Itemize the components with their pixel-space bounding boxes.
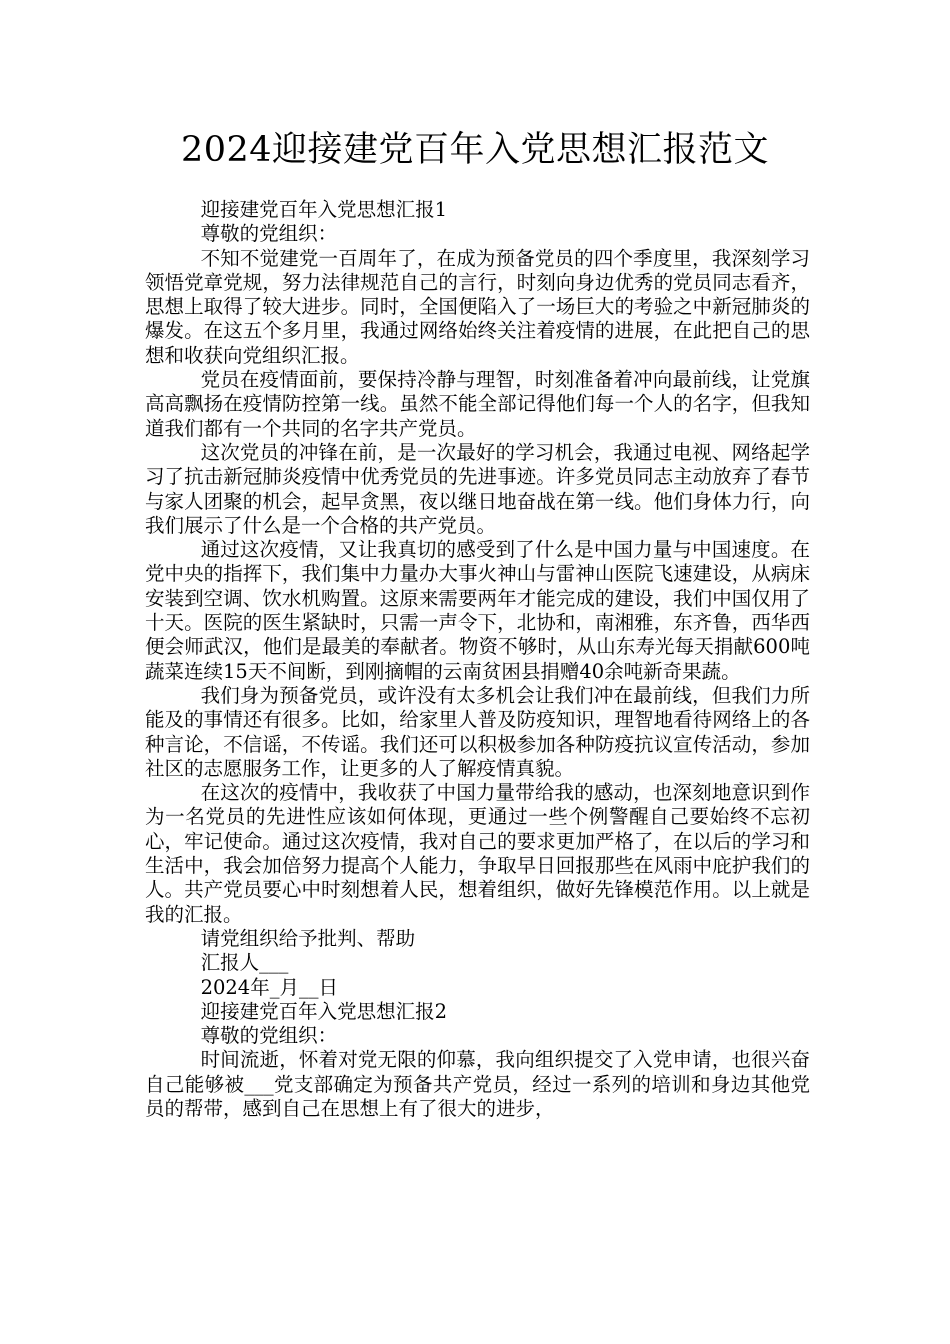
text-line: 汇报人___	[200, 951, 289, 975]
text-line: 2024年_月__日	[200, 975, 338, 999]
body-paragraph: 党员在疫情面前，要保持冷静与理智，时刻准备着冲向最前线，让党旗高高飘扬在疫情防控第一线。虽然不能全部记得他们每一个人的名字，但我知道我们都有一个共同的名字共产党员。	[145, 368, 810, 440]
text-line: 尊敬的党组织：	[200, 222, 338, 246]
body-paragraph: 在这次的疫情中，我收获了中国力量带给我的感动，也深刻地意识到作为一名党员的先进性应该如何体现，更通过一些个例警醒自己要始终不忘初心，牢记使命。通过这次疫情，我对自己的要求更加严格了，在以后的学习和生活中，我会加倍努力提高个人能力，争取早日回报那些在风雨中庇护我们的人。共产党员要心中时刻想着人民，想着组织，做好先锋模范作用。以上就是我的汇报。	[145, 781, 810, 926]
body-paragraph: 我们身为预备党员，或许没有太多机会让我们冲在最前线，但我们力所能及的事情还有很多。比如，给家里人普及防疫知识，理智地看待网络上的各种言论，不信谣，不传谣。我们还可以积极参加各种防疫抗议宣传活动，参加社区的志愿服务工作，让更多的人了解疫情真貌。	[145, 683, 810, 780]
text-line: 迎接建党百年入党思想汇报2	[200, 999, 447, 1023]
body-paragraph: 通过这次疫情，又让我真切的感受到了什么是中国力量与中国速度。在党中央的指挥下，我们集中力量办大事火神山与雷神山医院飞速建设，从病床安装到空调、饮水机购置。这原来需要两年才能完成的建设，我们中国仅用了十天。医院的医生紧缺时，只需一声令下，北协和，南湘雅，东齐鲁，西华西便会师武汉，他们是最美的奉献者。物资不够时，从山东寿光每天捐献600吨蔬菜连续15天不间断，到刚摘帽的云南贫困县捐赠40余吨新奇果蔬。	[145, 538, 810, 683]
body-paragraph: 时间流逝，怀着对党无限的仰慕，我向组织提交了入党申请，也很兴奋自己能够被___党支部确定为预备共产党员，经过一系列的培训和身边其他党员的帮带，感到自己在思想上有了很大的进步，	[145, 1048, 810, 1120]
body-paragraph: 这次党员的冲锋在前，是一次最好的学习机会，我通过电视、网络起学习了抗击新冠肺炎疫情中优秀党员的先进事迹。许多党员同志主动放弃了春节与家人团聚的机会，起早贪黑，夜以继日地奋战在第一线。他们身体力行，向我们展示了什么是一个合格的共产党员。	[145, 440, 810, 537]
document-body	[145, 198, 810, 1121]
document-title: 2024迎接建党百年入党思想汇报范文	[180, 130, 770, 170]
text-line: 迎接建党百年入党思想汇报1	[200, 198, 447, 221]
body-paragraph: 不知不觉建党一百周年了，在成为预备党员的四个季度里，我深刻学习领悟党章党规，努力法律规范自己的言行，时刻向身边优秀的党员同志看齐，思想上取得了较大进步。同时，全国便陷入了一场巨大的考验之中新冠肺炎的爆发。在这五个多月里，我通过网络始终关注着疫情的进展，在此把自己的思想和收获向党组织汇报。	[145, 246, 810, 367]
text-line: 尊敬的党组织：	[200, 1024, 338, 1048]
text-line: 请党组织给予批判、帮助	[200, 926, 416, 950]
